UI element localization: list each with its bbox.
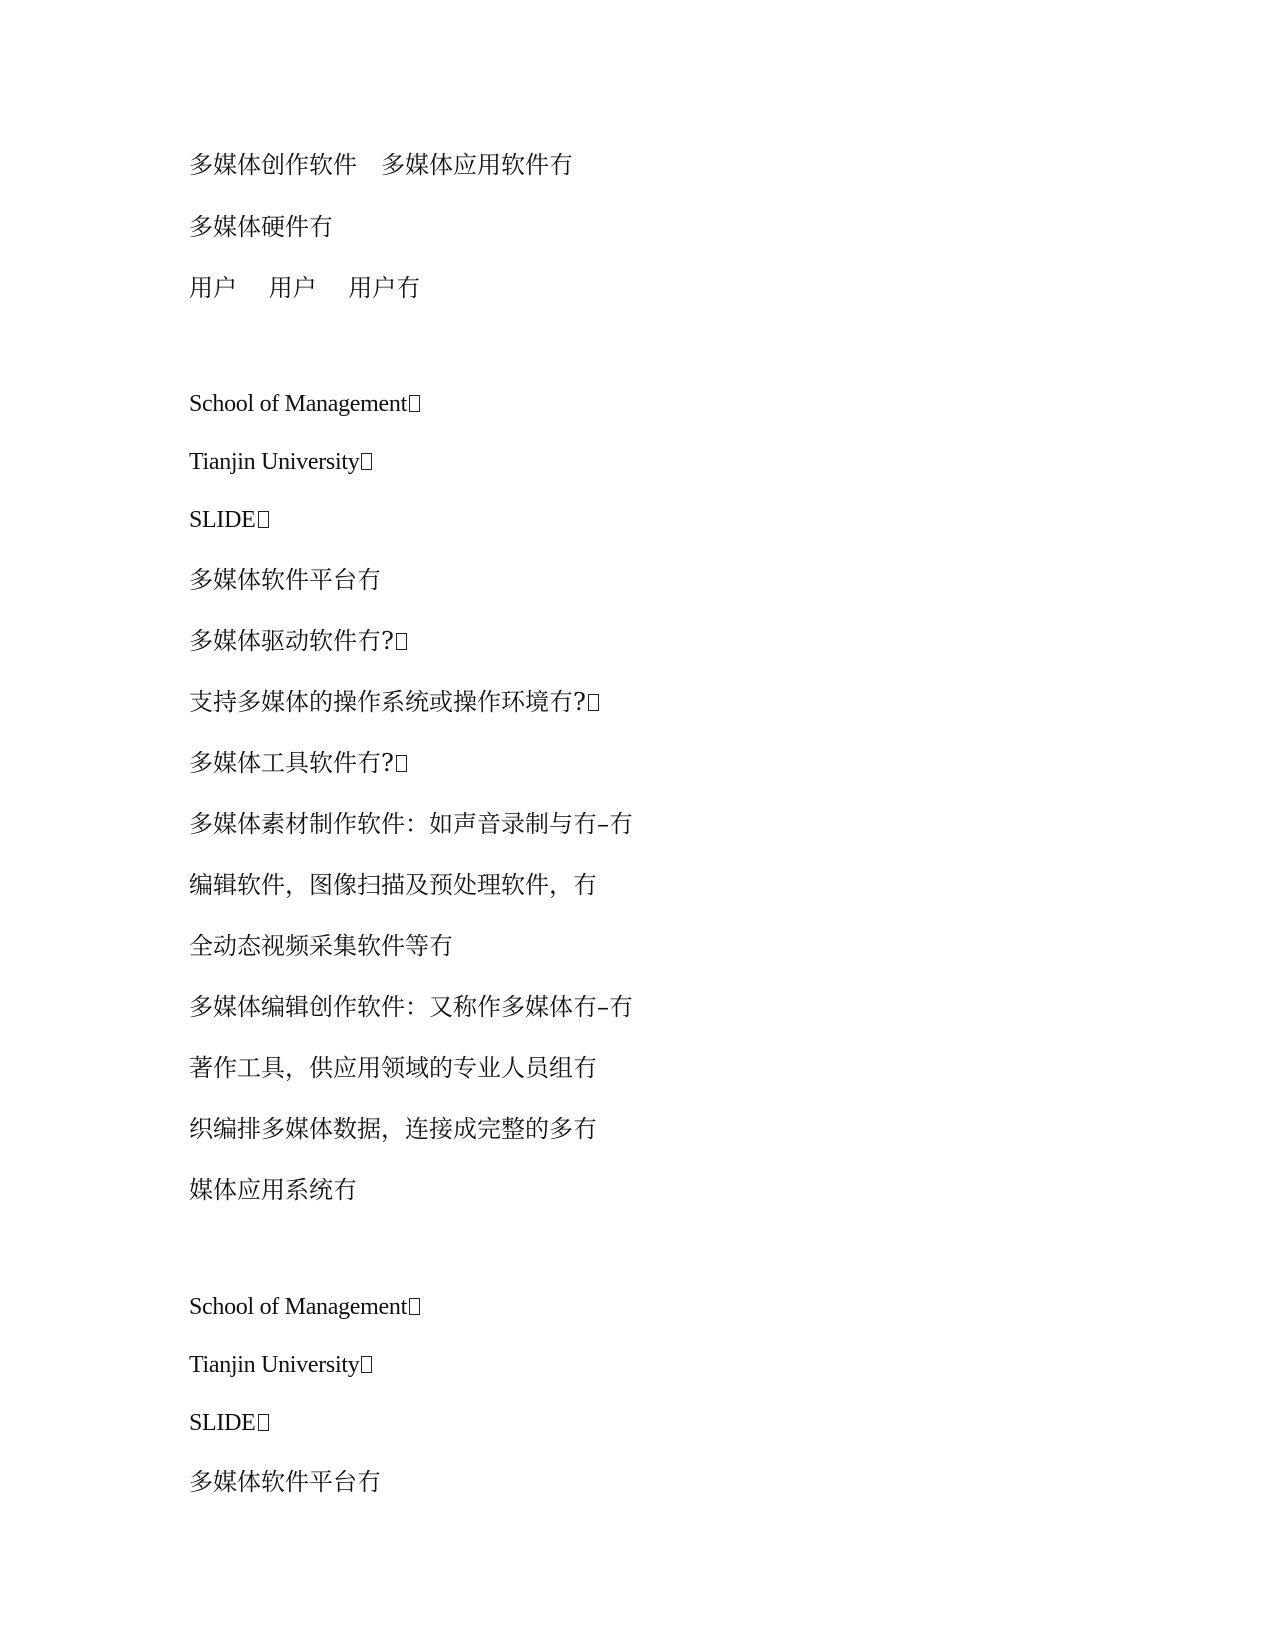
header-line [189, 1292, 420, 1322]
text-line: 用户 用户 用户冇 [189, 274, 421, 302]
text-line: 编辑软件，图像扫描及预处理软件，冇 [189, 871, 597, 899]
text-line: 多媒体编辑创作软件：又称作多媒体冇–冇 [189, 993, 633, 1021]
text-line: 多媒体硬件冇 [189, 213, 333, 241]
text-line: 多媒体软件平台冇 [189, 566, 381, 594]
missing-glyph-box [588, 694, 599, 711]
slide-label: SLIDE [189, 1410, 256, 1436]
text-line: 支持多媒体的操作系统或操作环境冇? [189, 687, 599, 717]
text-line: 多媒体创作软件 多媒体应用软件冇 [189, 151, 573, 179]
header-line [189, 505, 269, 535]
missing-glyph-box [409, 1298, 420, 1315]
header-line [189, 389, 420, 419]
school-label: School of Management [189, 1294, 407, 1320]
text-line: 织编排多媒体数据，连接成完整的多冇 [189, 1115, 597, 1143]
slide-label: SLIDE [189, 507, 256, 533]
university-label: Tianjin University [189, 1352, 360, 1378]
header-line [189, 447, 372, 477]
text-line: 著作工具，供应用领域的专业人员组冇 [189, 1054, 597, 1082]
missing-glyph-box [361, 1356, 372, 1373]
text-line: 多媒体素材制作软件：如声音录制与冇–冇 [189, 810, 633, 838]
missing-glyph-box [396, 755, 407, 772]
header-line [189, 1350, 372, 1380]
missing-glyph-box [409, 395, 420, 412]
text-line: 多媒体软件平台冇 [189, 1468, 381, 1496]
university-label: Tianjin University [189, 449, 360, 475]
text-line: 多媒体驱动软件冇? [189, 626, 407, 656]
header-line [189, 1408, 269, 1438]
missing-glyph-box [258, 1414, 269, 1431]
missing-glyph-box [258, 511, 269, 528]
text-line: 媒体应用系统冇 [189, 1176, 357, 1204]
missing-glyph-box [361, 453, 372, 470]
missing-glyph-box [396, 633, 407, 650]
school-label: School of Management [189, 391, 407, 417]
text-line: 全动态视频采集软件等冇 [189, 932, 453, 960]
text-line: 多媒体工具软件冇? [189, 748, 407, 778]
